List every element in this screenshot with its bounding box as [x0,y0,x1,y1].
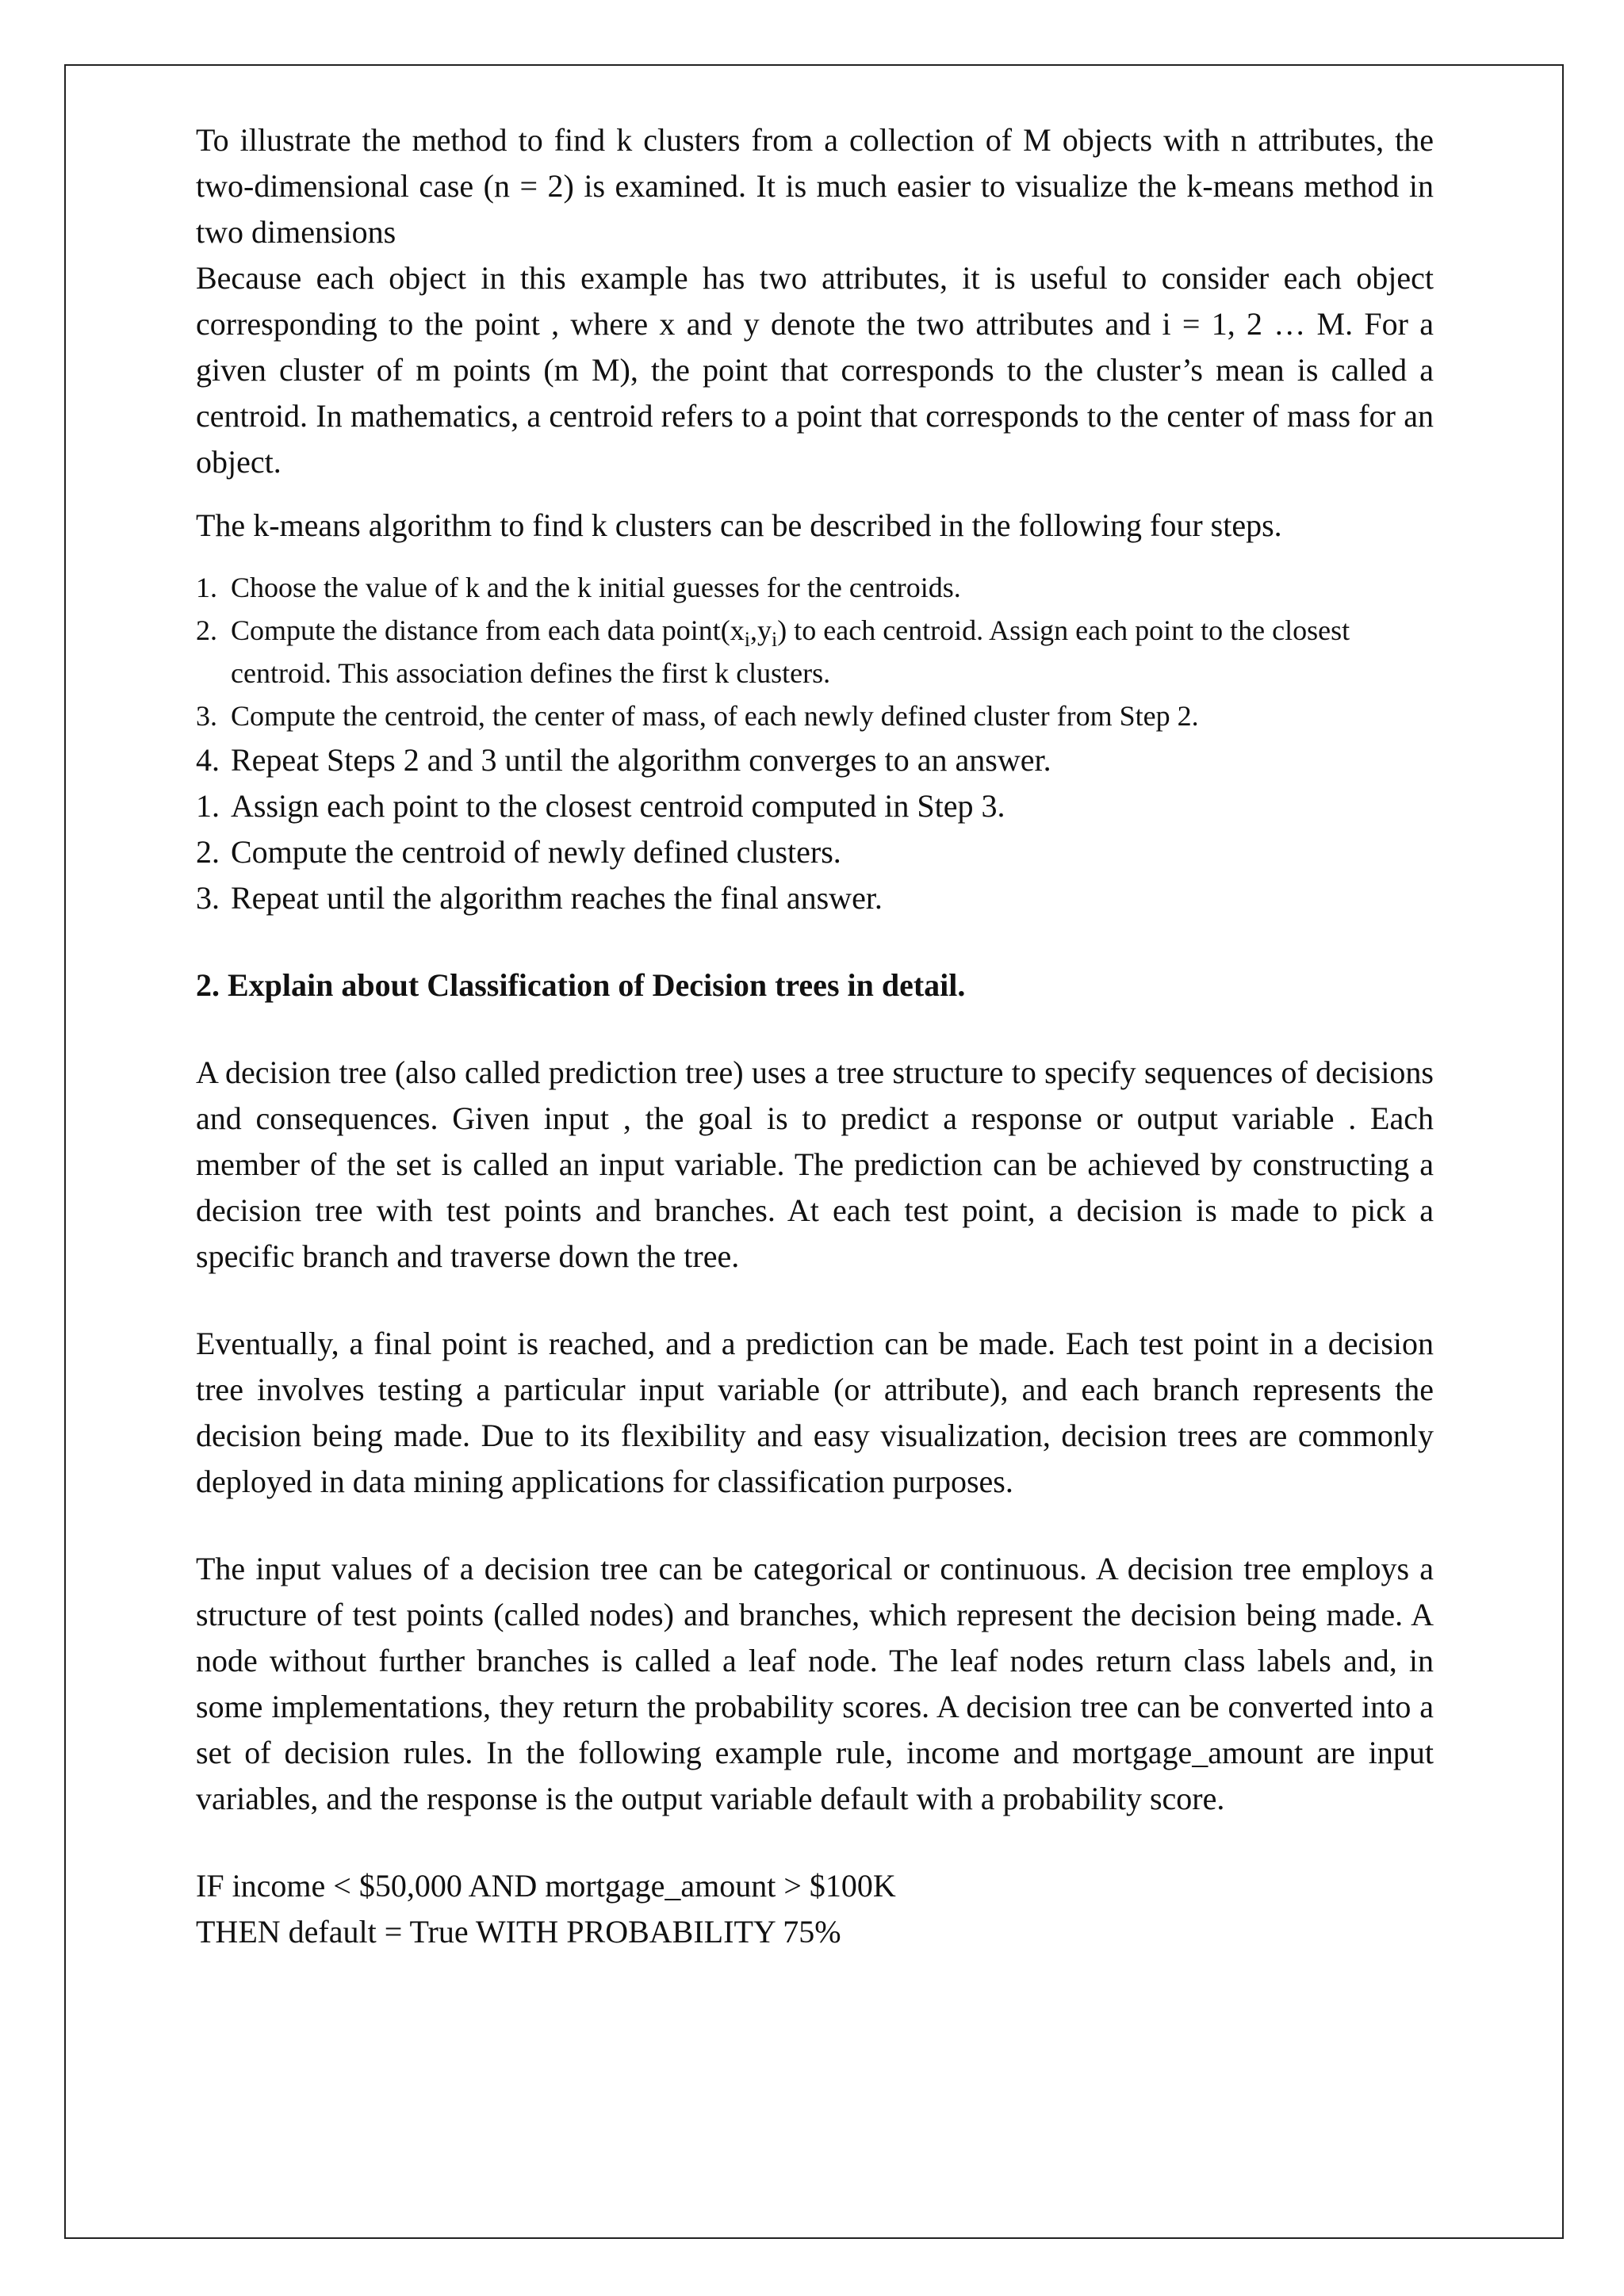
list-item-number: 3. [196,700,217,732]
list-item-text: Assign each point to the closest centroid computed in Step 3. [231,788,1005,824]
rule-condition: IF income < $50,000 AND mortgage_amount > $100K [196,1868,896,1904]
document-body [196,117,1434,1955]
list-item-number: 1. [196,788,220,824]
list-item-text: Repeat Steps 2 and 3 until the algorithm converges to an answer. [231,742,1051,778]
list-item [196,875,1434,921]
step-2-text-mid: ,y [750,614,772,646]
intro-paragraph-1: To illustrate the method to find k clusters from a collection of M objects with n attributes, the two-dimensional case (n = 2) is examined. It is much easier to visualize the k-means method in two dimensions [196,122,1434,250]
list-item-number: 1. [196,572,217,603]
list-item-number: 2. [196,614,217,646]
list-item [196,783,1434,829]
decision-tree-paragraph-2: Eventually, a final point is reached, and a prediction can be made. Each test point in a decision tree involves testing a particular input variable (or attribute), and each branch represents the decision being made. Due to its flexibility and easy visualization, decision trees are commonly deployed in data mining applications for classification purposes. [196,1326,1434,1499]
list-item [196,829,1434,875]
step-2-text-start: Compute the distance from each data point(x [231,614,745,646]
question-heading: 2. Explain about Classification of Decision trees in detail. [196,967,966,1003]
list-item [196,737,1434,783]
list-item-number: 2. [196,834,220,870]
example-rule [196,1863,1434,1955]
list-item-text: Repeat until the algorithm reaches the final answer. [231,880,883,916]
kmeans-steps-list [196,566,1434,921]
decision-tree-paragraph-3: The input values of a decision tree can be categorical or continuous. A decision tree employs a structure of test points (called nodes) and branches, which represent the decision being made. A node without further branches is called a leaf node. The leaf nodes return class labels and, in some implementations, they return the probability scores. A decision tree can be converted into a set of decision rules. In the following example rule, income and mortgage_amount are input variables, and the response is the output variable default with a probability score. [196,1551,1434,1816]
intro-paragraph-2: Because each object in this example has two attributes, it is useful to consider each object corresponding to the point , where x and y denote the two attributes and i = 1, 2 … M. For a given cluster of m points (m M), the point that corresponds to the cluster’s mean is called a centroid. In mathematics, a centroid refers to a point that corresponds to the center of mass for an object. [196,260,1434,480]
list-item [196,566,1434,609]
subscript-i: i [772,628,778,652]
rule-consequence: THEN default = True WITH PROBABILITY 75% [196,1914,841,1950]
steps-intro: The k-means algorithm to find k clusters can be described in the following four steps. [196,507,1282,543]
decision-tree-paragraph-1: A decision tree (also called prediction tree) uses a tree structure to specify sequences of decisions and consequences. Given input , the goal is to predict a response or output variable . Each member of the set is called an input variable. The prediction can be achieved by constructing a decision tree with test points and branches. At each test point, a decision is made to pick a specific branch and traverse down the tree. [196,1054,1434,1274]
list-item-text: Compute the centroid, the center of mass, of each newly defined cluster from Step 2. [231,700,1199,732]
step-2-text-end: ) to each centroid. Assign each point to the closest centroid. This association defines the first k clusters. [231,614,1350,689]
list-item-text: Choose the value of k and the k initial guesses for the centroids. [231,572,961,603]
list-item-text: Compute the centroid of newly defined clusters. [231,834,841,870]
list-item [196,609,1434,695]
list-item [196,695,1434,737]
list-item-text [231,609,1434,695]
list-item-number: 4. [196,742,220,778]
list-item-number: 3. [196,880,220,916]
subscript-i: i [744,628,751,652]
